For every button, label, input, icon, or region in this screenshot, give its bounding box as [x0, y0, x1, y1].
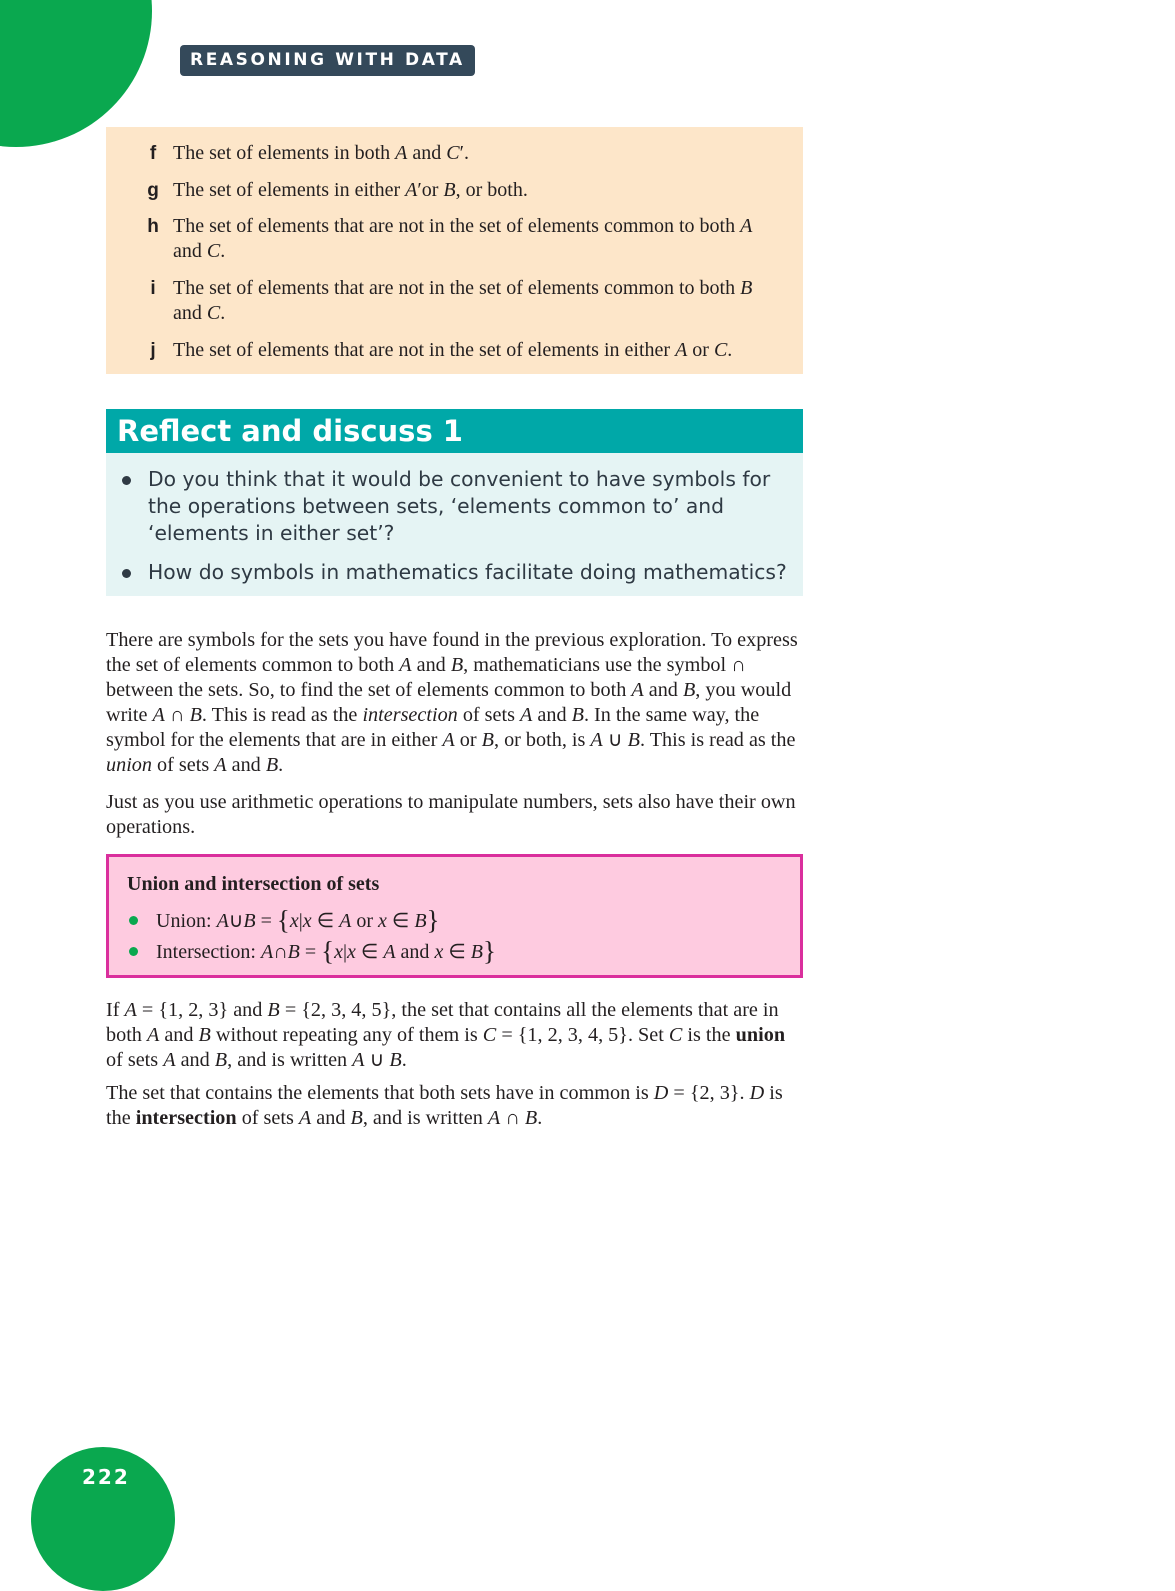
exercise-text: The set of elements in either A′or B, or both. — [173, 179, 528, 201]
exercise-text: The set of elements that are not in the set of elements in either A or C. — [173, 339, 733, 361]
reflect-question: How do symbols in mathematics facilitate doing mathematics? — [148, 560, 787, 584]
definition-union: Union: A∪B = {x|x ∈ A or x ∈ B} — [156, 905, 440, 935]
corner-decoration — [0, 0, 152, 147]
exercise-letter: g — [147, 180, 159, 201]
bullet-icon — [129, 947, 138, 956]
body-paragraph: If A = {1, 2, 3} and B = {2, 3, 4, 5}, the set that contains all the elements that are in both A and B without repeating any of them is C = {1, 2, 3, 4, 5}. Set C is the union of sets A and B, and is written A ∪ B. — [106, 999, 786, 1071]
exercise-letter: h — [147, 216, 159, 237]
exercise-letter: f — [149, 143, 157, 164]
reflect-header — [106, 409, 803, 453]
definition-title: Union and intersection of sets — [127, 873, 380, 895]
bullet-icon — [122, 569, 131, 578]
reflect-body — [106, 453, 803, 596]
page-number: 222 — [82, 1465, 130, 1489]
exercise-text: The set of elements that are not in the set of elements common to both B and C. — [173, 277, 753, 324]
reflect-title: Reflect and discuss 1 — [117, 414, 463, 448]
exercise-text: The set of elements in both A and C′. — [173, 142, 469, 164]
body-paragraph: Just as you use arithmetic operations to manipulate numbers, sets also have their own operations. — [106, 791, 796, 838]
definition-intersection: Intersection: A∩B = {x|x ∈ A and x ∈ B} — [156, 936, 496, 966]
exercise-text: The set of elements that are not in the set of elements common to both A and C. — [173, 215, 753, 262]
exercise-box — [106, 127, 803, 374]
exercise-letter: j — [150, 340, 156, 361]
chapter-tag: REASONING WITH DATA — [180, 45, 475, 76]
definition-box — [106, 854, 803, 978]
bullet-icon — [129, 916, 138, 925]
body-paragraph: There are symbols for the sets you have found in the previous exploration. To express the set of elements common to both A and B, mathematicians use the symbol ∩ between the sets. So, to find the set of elements common to both A and B, you would write A ∩ B. This is read as the intersection of sets A and B. In the same way, the symbol for the elements that are in either A or B, or both, is A ∪ B. This is read as the union of sets A and B. — [106, 629, 798, 776]
exercise-letter: i — [150, 278, 156, 299]
reflect-question: Do you think that it would be convenient to have symbols for the operations between sets, ‘elements common to’ and ‘elements in either set’? — [148, 467, 771, 545]
bullet-icon — [122, 476, 131, 485]
body-paragraph: The set that contains the elements that both sets have in common is D = {2, 3}. D is the intersection of sets A and B, and is written A ∩ B. — [106, 1082, 783, 1129]
